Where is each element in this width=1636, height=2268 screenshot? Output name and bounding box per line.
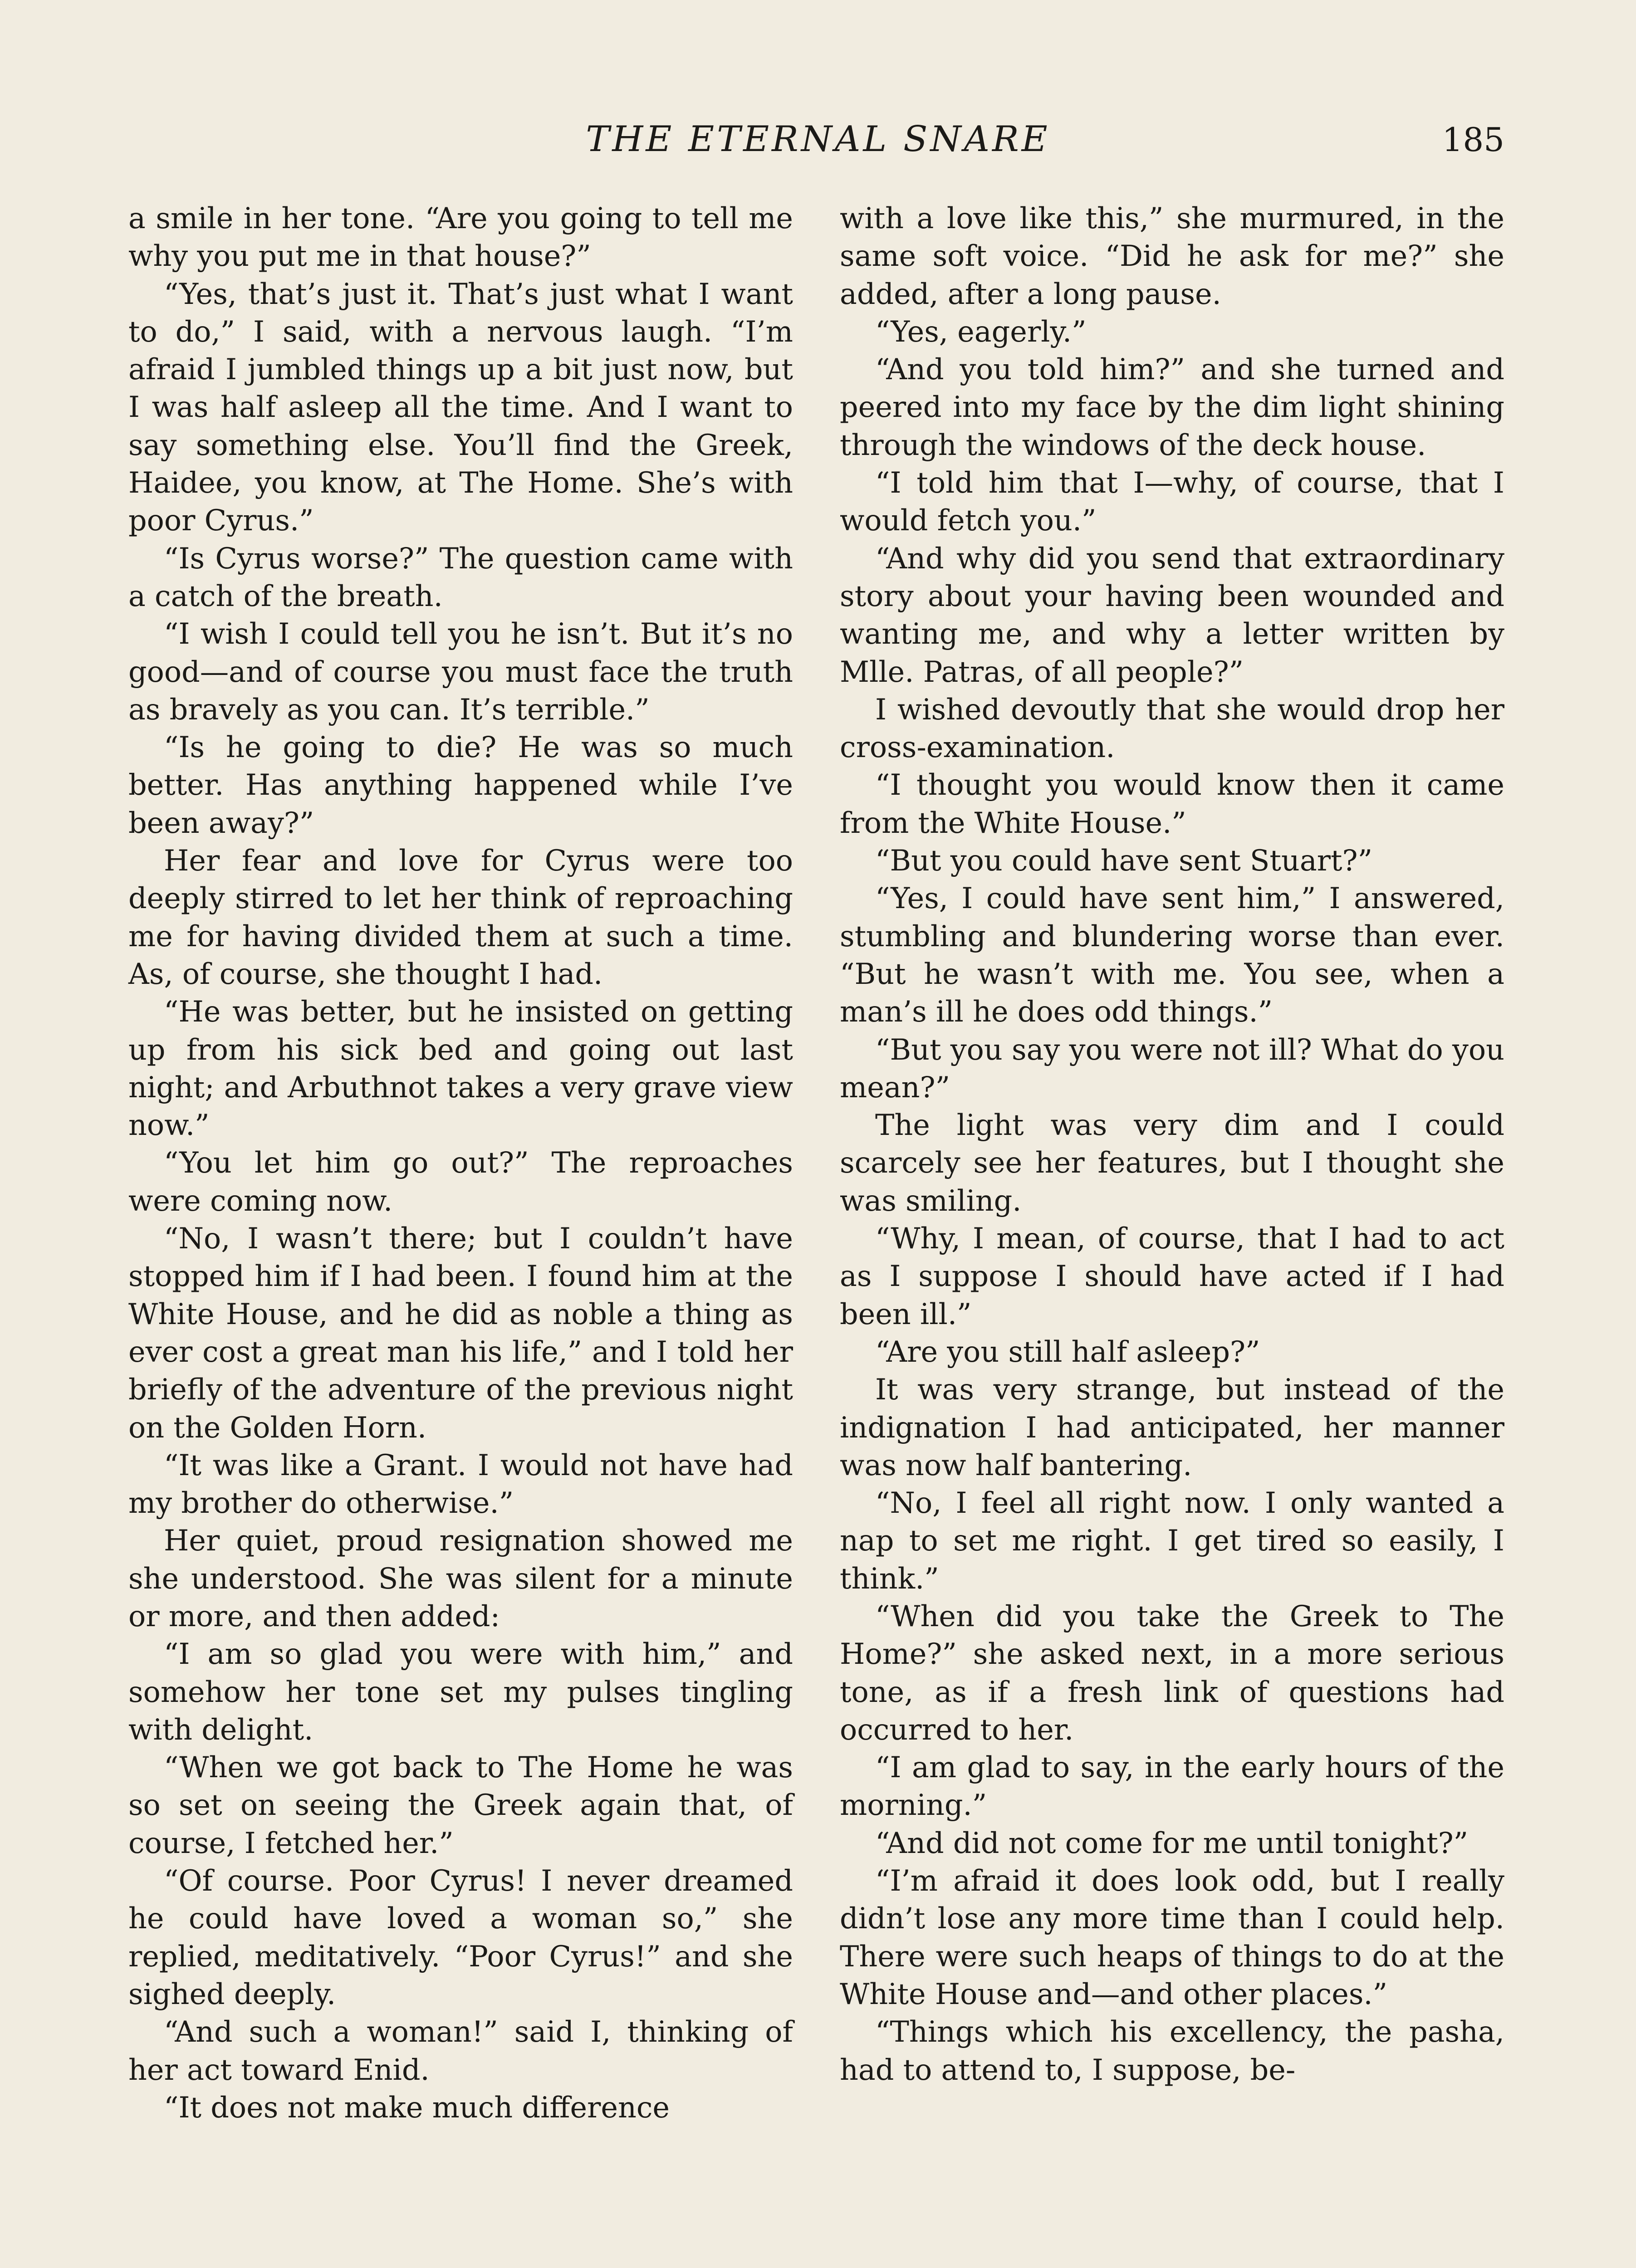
paragraph: with a love like this,” she murmured, in the same soft voice. “Did he ask for me?” she added, after a long pause. bbox=[840, 201, 1504, 311]
paragraph: The light was very dim and I could scarcely see her features, but I thought she was smiling. bbox=[840, 1108, 1504, 1217]
paragraph: “And such a woman!” said I, thinking of her act toward Enid. bbox=[128, 2015, 793, 2087]
paragraph: I wished devoutly that she would drop her cross-examination. bbox=[840, 692, 1504, 764]
paragraph: “And did not come for me until tonight?” bbox=[875, 1826, 1469, 1860]
paragraph: “I told him that I—why, of course, that I would fetch you.” bbox=[840, 466, 1504, 538]
paragraph: “Yes, eagerly.” bbox=[875, 314, 1087, 348]
paragraph: “Of course. Poor Cyrus! I never dreamed he could have loved a woman so,” she replied, meditatively. “Poor Cyrus!” and she sighed deeply. bbox=[128, 1864, 793, 2011]
paragraph: “No, I wasn’t there; but I couldn’t have stopped him if I had been. I found him at the White House, and he did as noble a thing as ever cost a great man his life,” and I told her briefly of the adventure of the previous night on the Golden Horn. bbox=[128, 1222, 793, 1444]
paragraph: “He was better, but he insisted on getting up from his sick bed and going out last night; and Arbuthnot takes a very grave view now.” bbox=[128, 995, 793, 1142]
paragraph: It was very strange, but instead of the indignation I had anticipated, her manner was now half bantering. bbox=[840, 1373, 1504, 1482]
paragraph: “Why, I mean, of course, that I had to act as I suppose I should have acted if I had been ill.” bbox=[840, 1222, 1504, 1331]
paragraph: “I wish I could tell you he isn’t. But it’s no good—and of course you must face the truth as bravely as you can. It’s terrible.” bbox=[128, 617, 793, 726]
paragraph: “But you could have sent Stuart?” bbox=[875, 844, 1373, 878]
paragraph: “And you told him?” and she turned and peered into my face by the dim light shining through the windows of the deck house. bbox=[840, 352, 1504, 462]
paragraph: “Is he going to die? He was so much better. Has anything happened while I’ve been away?” bbox=[128, 730, 793, 840]
paragraph: “It was like a Grant. I would not have had my brother do otherwise.” bbox=[128, 1448, 793, 1520]
paragraph: “You let him go out?” The reproaches were coming now. bbox=[128, 1146, 793, 1217]
paragraph: “When we got back to The Home he was so set on seeing the Greek again that, of course, I fetched her.” bbox=[128, 1750, 793, 1860]
paragraph: Her fear and love for Cyrus were too deeply stirred to let her think of reproaching me for having divided them at such a time. As, of course, she thought I had. bbox=[128, 844, 793, 991]
paragraph: “Things which his excellency, the pasha, had to attend to, I suppose, be- bbox=[840, 2015, 1504, 2087]
paragraph: “But you say you were not ill? What do you mean?” bbox=[840, 1032, 1504, 1104]
paragraph: “Is Cyrus worse?” The question came with a catch of the breath. bbox=[128, 541, 793, 613]
paragraph: “I thought you would know then it came from the White House.” bbox=[840, 768, 1504, 840]
left-column bbox=[128, 200, 793, 2126]
paragraph: “No, I feel all right now. I only wanted a nap to set me right. I get tired so easily, I think.” bbox=[840, 1486, 1504, 1595]
paragraph: “I am so glad you were with him,” and somehow her tone set my pulses tingling with delight. bbox=[128, 1637, 793, 1746]
paragraph: “It does not make much difference bbox=[164, 2090, 670, 2124]
page-number: 185 bbox=[1442, 121, 1504, 159]
paragraph: “Yes, that’s just it. That’s just what I want to do,” I said, with a nervous laugh. “I’m afraid I jumbled things up a bit just now, but I was half asleep all the time. And I want to say something else. You’ll find the Greek, Haidee, you know, at The Home. She’s with poor Cyrus.” bbox=[128, 277, 793, 538]
paragraph: “Yes, I could have sent him,” I answered, stumbling and blundering worse than ever. “But he wasn’t with me. You see, when a man’s ill he does odd things.” bbox=[840, 881, 1504, 1029]
paragraph: “And why did you send that extraordinary story about your having been wounded and wanting me, and why a letter written by Mlle. Patras, of all people?” bbox=[840, 541, 1504, 689]
paragraph: Her quiet, proud resignation showed me she understood. She was silent for a minute or more, and then added: bbox=[128, 1524, 793, 1633]
right-column bbox=[840, 200, 1504, 2089]
paragraph: “When did you take the Greek to The Home?” she asked next, in a more serious tone, as if a fresh link of questions had occurred to her. bbox=[840, 1599, 1504, 1746]
running-title: THE ETERNAL SNARE bbox=[586, 119, 1050, 160]
paragraph: “I am glad to say, in the early hours of the morning.” bbox=[840, 1750, 1504, 1822]
paragraph: “Are you still half asleep?” bbox=[875, 1334, 1260, 1369]
paragraph: a smile in her tone. “Are you going to tell me why you put me in that house?” bbox=[128, 201, 793, 273]
running-head bbox=[0, 119, 1636, 169]
paragraph: “I’m afraid it does look odd, but I really didn’t lose any more time than I could help. There were such heaps of things to do at the White House and—and other places.” bbox=[840, 1864, 1504, 2011]
